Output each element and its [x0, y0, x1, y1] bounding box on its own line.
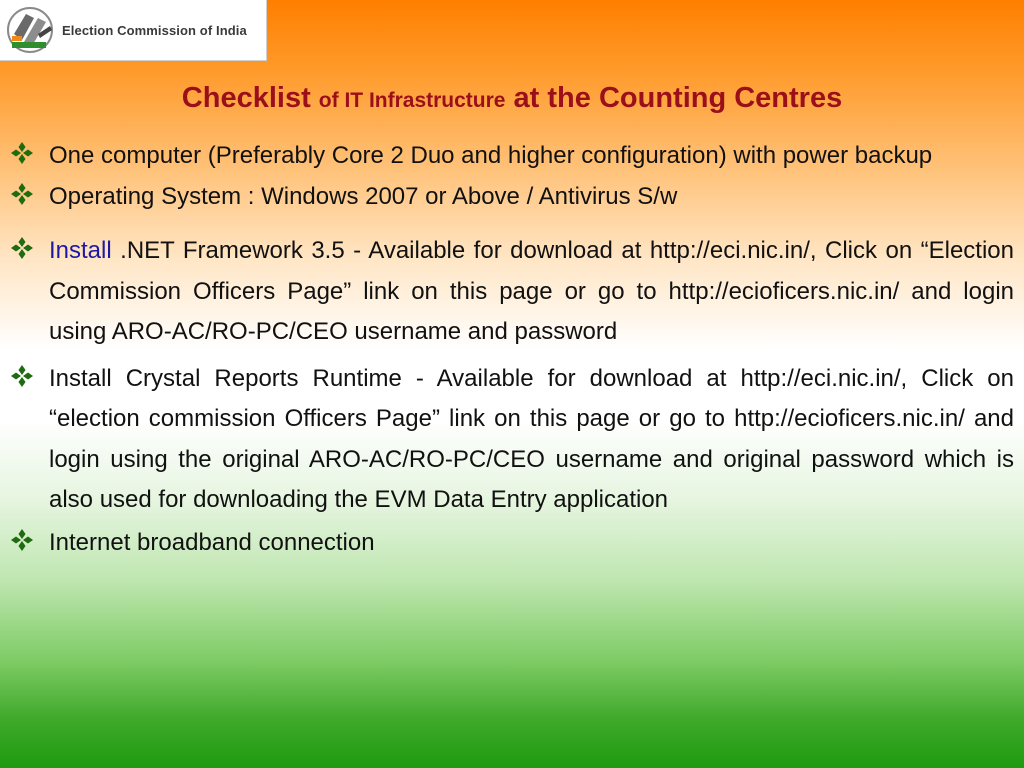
list-item — [10, 177, 1014, 218]
eci-logo-icon — [4, 4, 60, 56]
title-part-checklist: Checklist — [181, 82, 311, 114]
item-text: .NET Framework 3.5 - Available for download at http://eci.nic.in/, Click on “Election Commission Officers Page” link on this page or go to http://ecioficers.nic.in/ and login using ARO-AC/RO-PC/CEO username and password — [49, 237, 1014, 345]
four-diamond-bullet-icon — [10, 231, 38, 271]
item-text: One computer (Preferably Core 2 Duo and higher configuration) with power backup — [49, 142, 933, 169]
four-diamond-bullet-icon — [10, 523, 38, 563]
four-diamond-bullet-icon — [10, 136, 38, 176]
four-diamond-bullet-icon — [10, 177, 38, 217]
list-item — [10, 136, 1014, 177]
item-highlight: Install — [49, 237, 112, 264]
list-item — [10, 359, 1014, 521]
page-title — [0, 80, 1024, 119]
item-text: Operating System : Windows 2007 or Above / Antivirus S/w — [49, 182, 678, 210]
list-item — [10, 231, 1014, 353]
item-text: Install Crystal Reports Runtime - Available for download at http://eci.nic.in/, Click on “election commission Officers Page” link on this page or go to http://ecioficers.nic.in/ and login using the original ARO-AC/RO-PC/CEO username and original password which is also used for downloading the EVM Data Entry application — [49, 364, 1014, 513]
title-part-counting-centres: at the Counting Centres — [513, 82, 843, 114]
title-part-it-infrastructure: of IT Infrastructure — [318, 89, 506, 112]
org-name: Election Commission of India — [62, 22, 247, 38]
list-item — [10, 523, 1014, 564]
item-text: Internet broadband connection — [49, 528, 375, 556]
header-logo-box — [0, 0, 267, 61]
checklist — [10, 136, 1014, 563]
four-diamond-bullet-icon — [10, 359, 38, 399]
